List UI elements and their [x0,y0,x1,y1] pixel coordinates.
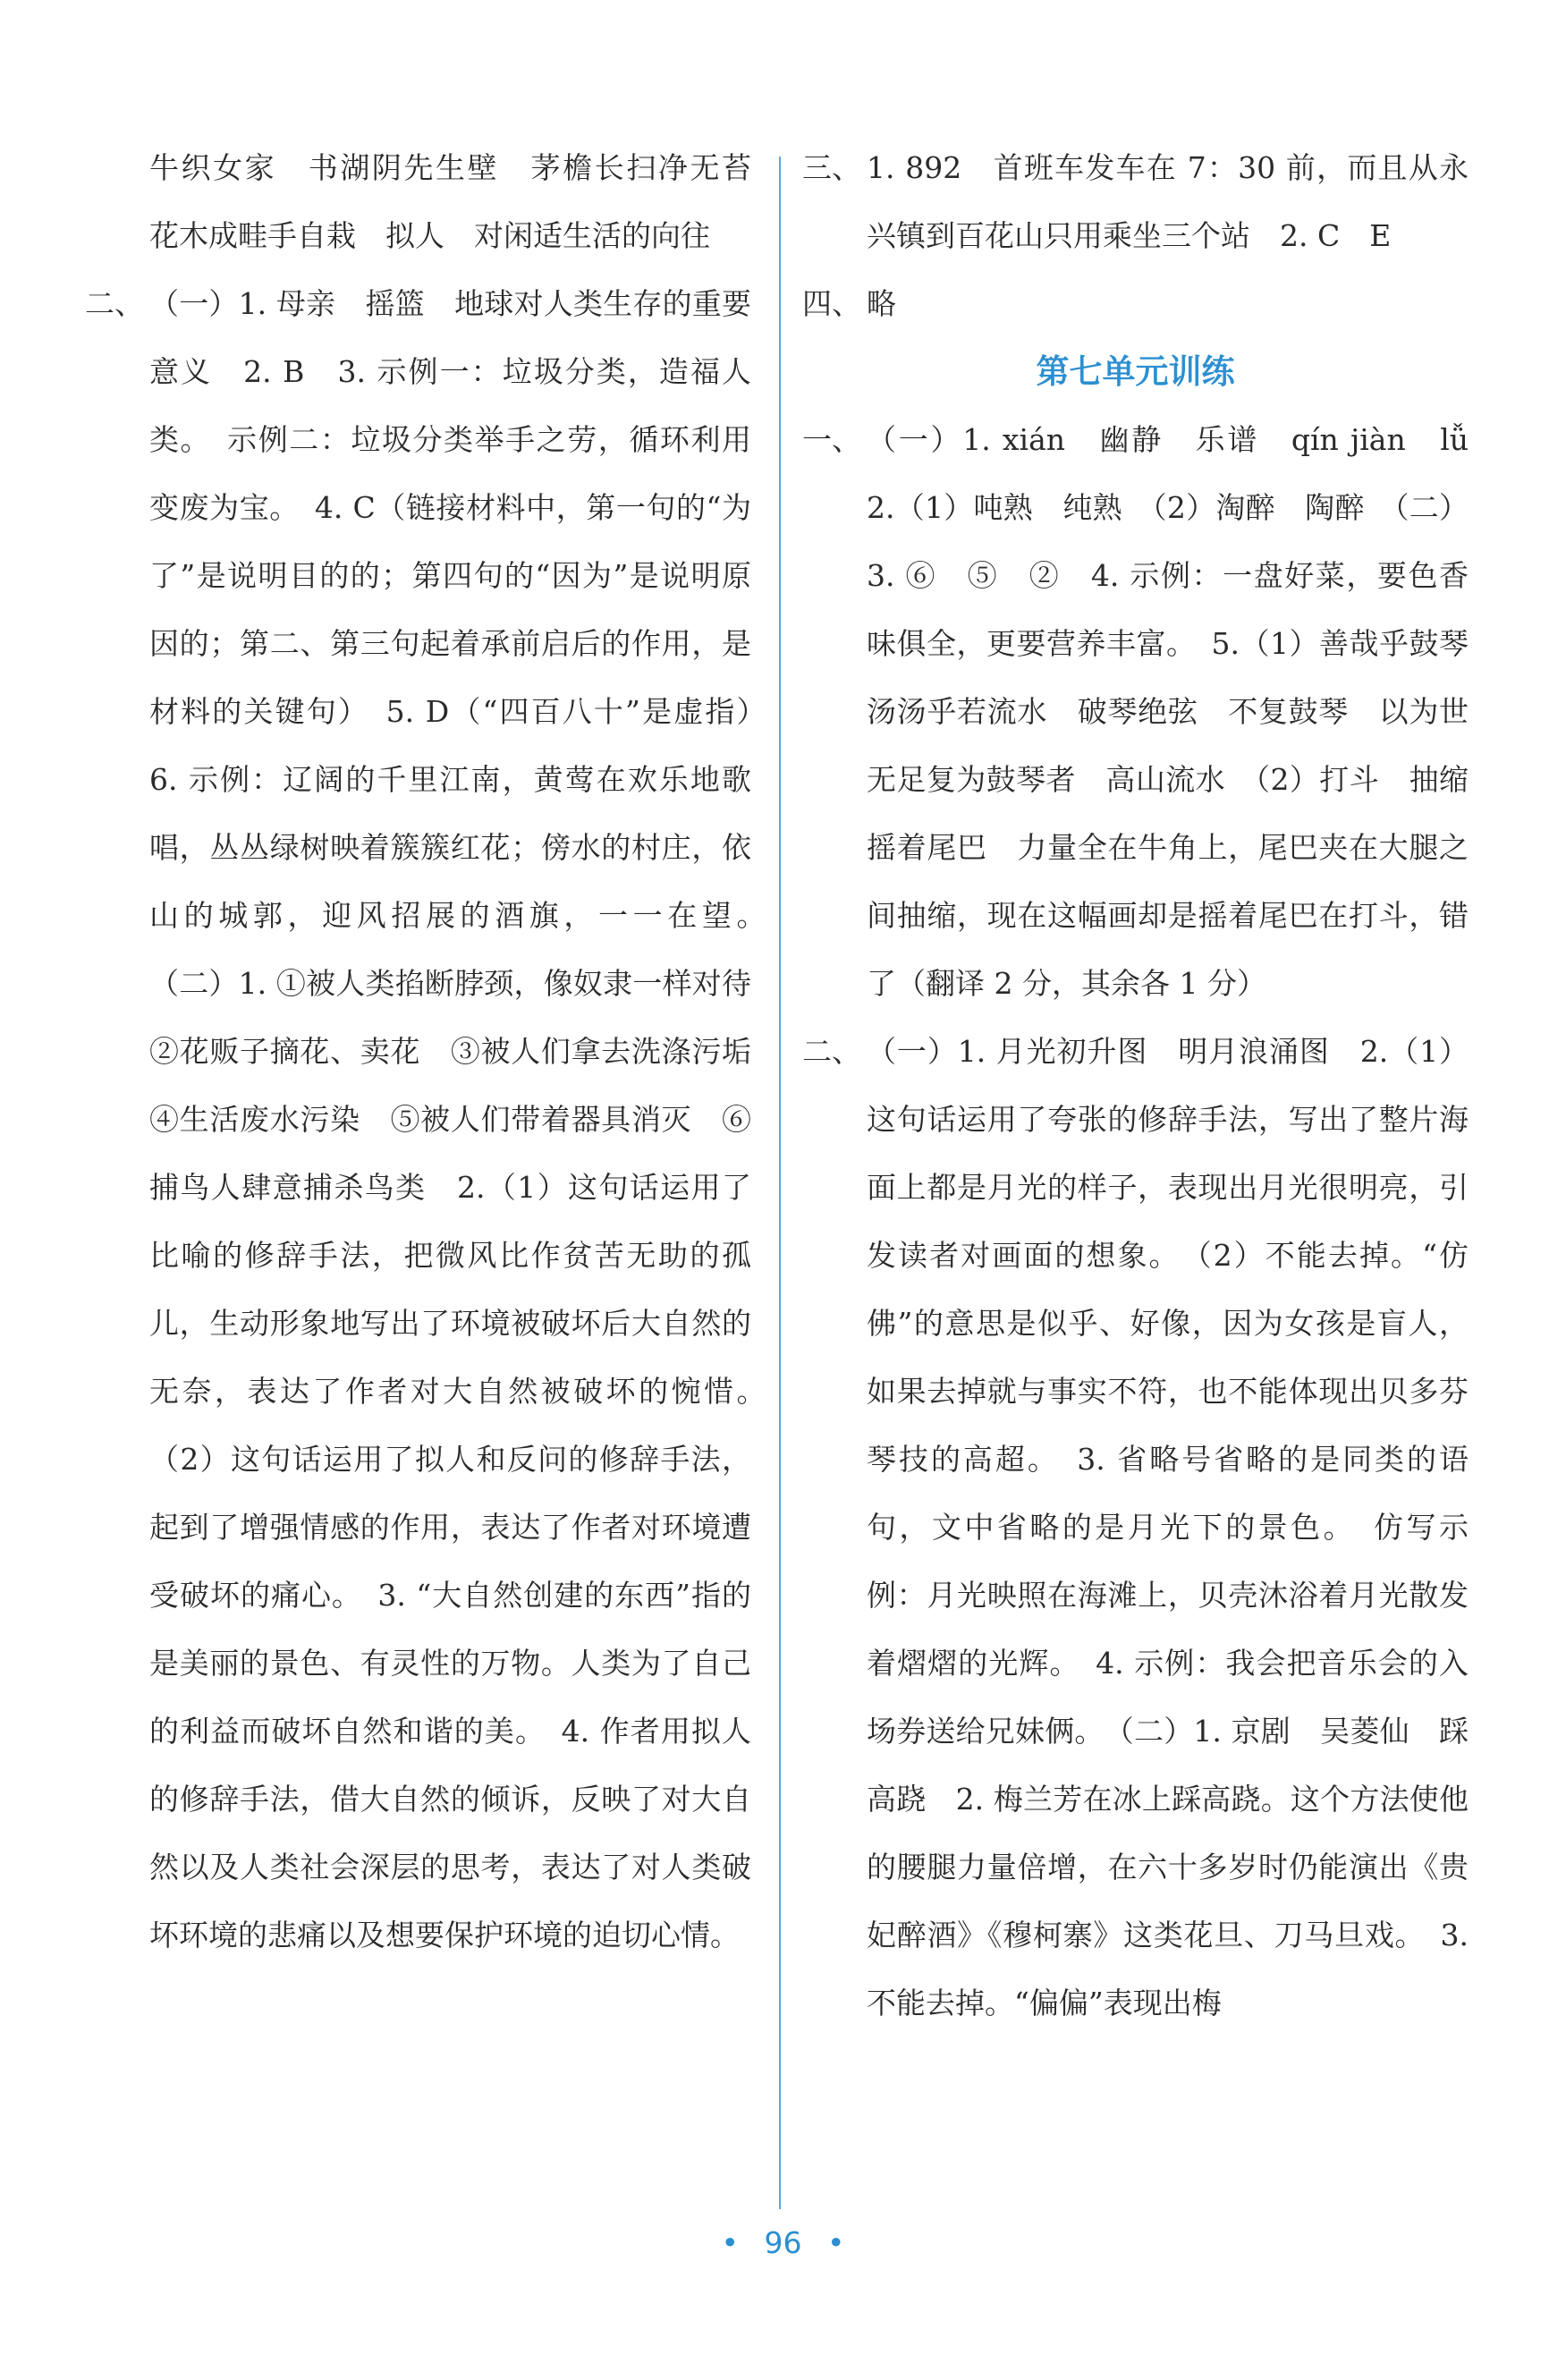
unit-section-1-text: （一）1. xián 幽静 乐谱 qín jiàn lǚ 2.（1）吨熟 纯熟 （2）淘醉 陶醉 （二）3. ⑥ ⑤ ② 4. 示例：一盘好菜，要色香味俱全，更要营养丰富。 5.（1）善哉乎鼓琴 汤汤乎若流水 破琴绝弦 不复鼓琴 以为世无足复为鼓琴者 高山流水 （2）打斗 抽缩 摇着尾巴 力量全在牛角上，尾巴夹在大腿之间抽缩，现在这幅画却是摇着尾巴在打斗，错了（翻译 2 分，其余各 1 分） [867,422,1498,1001]
left-para-continuation [85,134,781,270]
left-para-continuation-text: 牛织女家 书湖阴先生壁 茅檐长扫净无苔 花木成畦手自栽 拟人 对闲适生活的向往 [149,150,781,253]
unit-section-2 [802,1018,1469,2037]
page-number: 96 [764,2225,802,2260]
right-section-3 [802,134,1469,270]
right-section-3-label: 三、 [802,150,861,185]
left-section-2-text: （一）1. 母亲 摇篮 地球对人类生存的重要意义 2. B 3. 示例一：垃圾分类，造福人类。 示例二：垃圾分类举手之劳，循环利用变废为宝。 4. C（链接材料中，第一句的“为了”是说明目的的；第四句的“因为”是说明原因的；第二、第三句起着承前启后的作用，是材料的关键句） 5. D（“四百八十”是虚指） 6. 示例：辽阔的千里江南，黄莺在欢乐地歌唱，丛丛绿树映着簇簇红花；傍水的村庄，依山的城郭，迎风招展的酒旗，一一在望。 （二）1. ①被人类掐断脖颈，像奴隶一样对待 ②花贩子摘花、卖花 ③被人们拿去洗涤污垢 ④生活废水污染 ⑤被人们带着器具消灭 ⑥捕鸟人肆意捕杀鸟类 2.（1）这句话运用了比喻的修辞手法，把微风比作贫苦无助的孤儿，生动形象地写出了环境被破坏后大自然的无奈，表达了作者对大自然被破坏的惋惜。 （2）这句话运用了拟人和反问的修辞手法，起到了增强情感的作用，表达了作者对环境遭受破坏的痛心。 3. “大自然创建的东西”指的是美丽的景色、有灵性的万物。人类为了自己的利益而破坏自然和谐的美。 4. 作者用拟人的修辞手法，借大自然的倾诉，反映了对大自然以及人类社会深层的思考，表达了对人类破坏环境的悲痛以及想要保护环境的迫切心情。 [149,286,781,1952]
page-footer [0,2216,1566,2270]
left-column [85,134,781,1969]
right-section-4 [802,270,1469,338]
right-section-4-text: 略 [867,286,896,321]
footer-dot-left: • [721,2225,739,2260]
unit-section-2-label: 二、 [802,1034,861,1069]
left-section-2-label: 二、 [85,286,144,321]
right-section-3-text: 1. 892 首班车发车在 7：30 前，而且从永兴镇到百花山只用乘坐三个站 2. C E [867,150,1469,253]
unit-section-2-text: （一）1. 月光初升图 明月浪涌图 2.（1）这句话运用了夸张的修辞手法，写出了整片海面上都是月光的样子，表现出月光很明亮，引发读者对画面的想象。 （2）不能去掉。“仿佛”的意思是似乎、好像，因为女孩是盲人，如果去掉就与事实不符，也不能体现出贝多芬琴技的高超。 3. 省略号省略的是同类的语句，文中省略的是月光下的景色。 仿写示例：月光映照在海滩上，贝壳沐浴着月光散发着熠熠的光辉。 4. 示例：我会把音乐会的入场券送给兄妹俩。 （二）1. 京剧 吴菱仙 踩高跷 2. 梅兰芳在冰上踩高跷。这个方法使他的腰腿力量倍增，在六十多岁时仍能演出《贵妃醉酒》《穆柯寨》这类花旦、刀马旦戏。 3. 不能去掉。“偏偏”表现出梅 [867,1034,1469,2020]
unit-section-1-label: 一、 [802,422,861,457]
unit-section-1 [802,406,1498,1018]
right-column [802,134,1498,2037]
column-divider [779,157,781,2209]
footer-dot-right: • [827,2225,845,2260]
right-section-4-label: 四、 [802,286,861,321]
unit-heading: 第七单元训练 [1036,352,1235,391]
left-section-2 [85,270,781,1969]
